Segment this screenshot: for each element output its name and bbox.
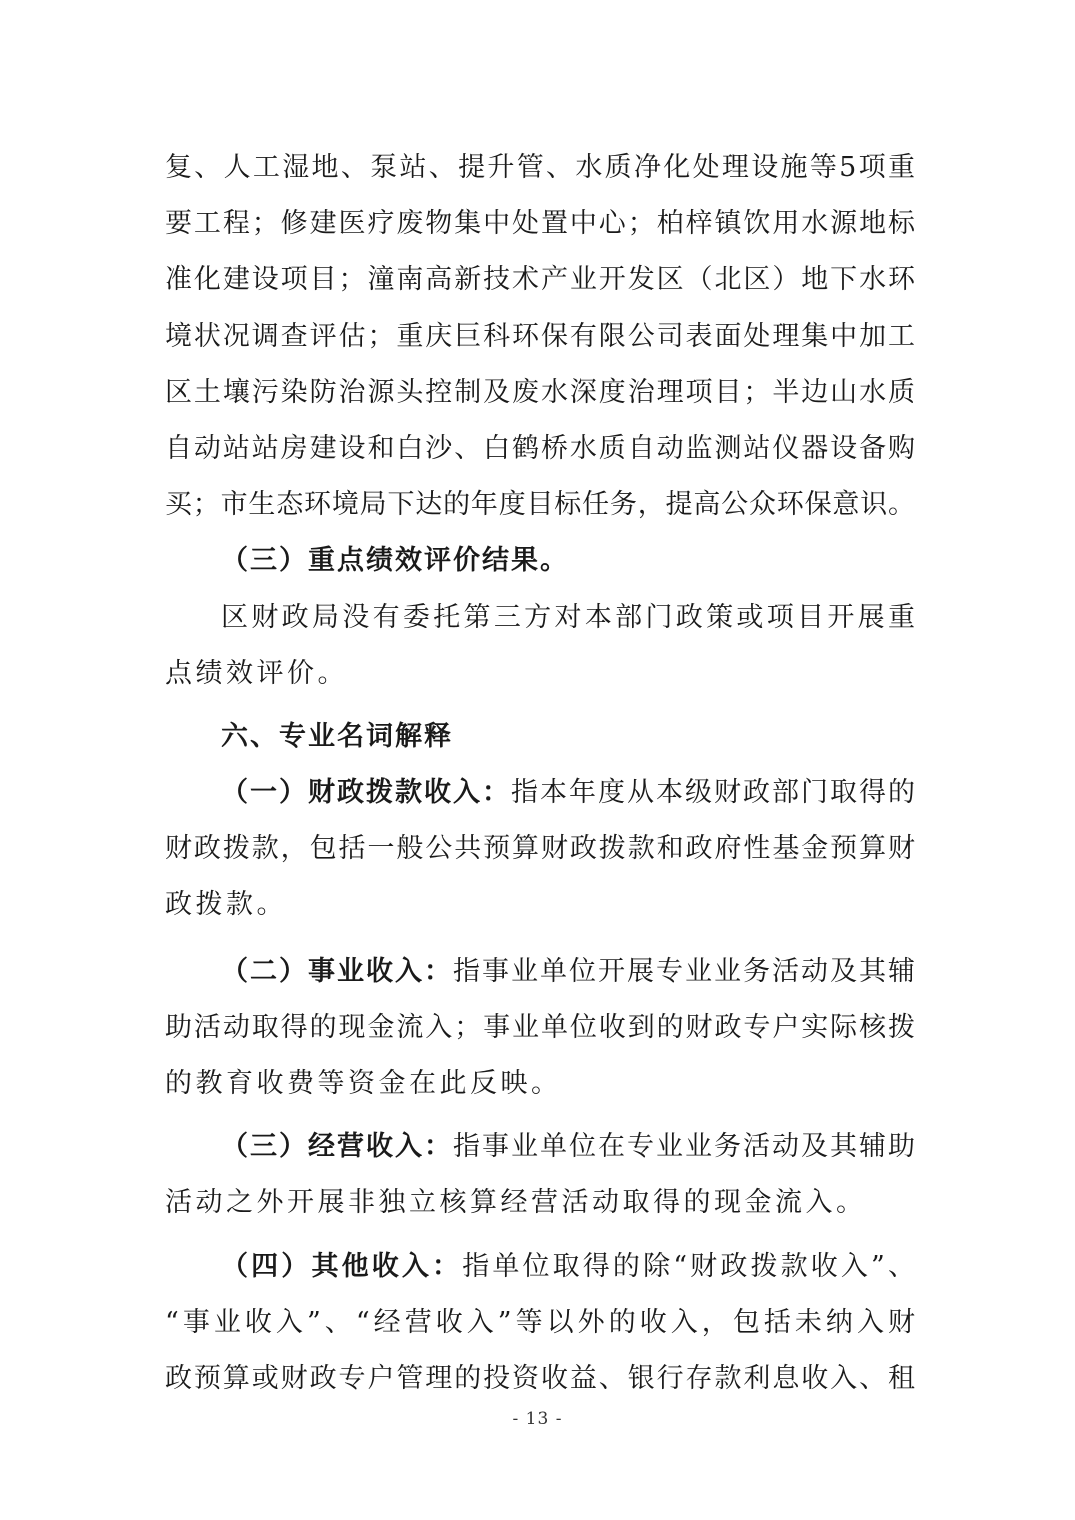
term-first-line bbox=[165, 1119, 915, 1175]
page-number: - 13 - bbox=[512, 1409, 563, 1429]
section-heading-performance-results: （三）重点绩效评价结果。 bbox=[221, 545, 569, 577]
text-line: “事业收入”、“经营收入”等以外的收入，包括未纳入财 bbox=[165, 1306, 915, 1338]
text-line: 要工程；修建医疗废物集中处置中心；柏梓镇饮用水源地标 bbox=[165, 208, 915, 240]
text-line: 助活动取得的现金流入；事业单位收到的财政专户实际核拨 bbox=[165, 1011, 915, 1043]
text-line: 政拨款。 bbox=[165, 889, 287, 921]
term-definition-start: 指本年度从本级财政部门取得的 bbox=[511, 777, 915, 809]
glossary-term-fiscal-appropriation bbox=[165, 765, 915, 934]
text-line: 准化建设项目；潼南高新技术产业开发区（北区）地下水环 bbox=[165, 264, 915, 296]
term-label: （二）事业收入： bbox=[221, 955, 453, 987]
term-label: （一）财政拨款收入： bbox=[221, 777, 511, 809]
text-line: 区土壤污染防治源头控制及废水深度治理项目；半边山水质 bbox=[165, 376, 915, 408]
text-line: 财政拨款，包括一般公共预算财政拨款和政府性基金预算财 bbox=[165, 833, 915, 865]
text-line: 复、人工湿地、泵站、提升管、水质净化处理设施等5项重 bbox=[165, 152, 915, 183]
text-line: 点绩效评价。 bbox=[165, 657, 348, 689]
document-body bbox=[165, 140, 915, 1407]
glossary-term-operating-income bbox=[165, 1119, 915, 1231]
glossary-term-other-income bbox=[165, 1239, 915, 1408]
text-line: 活动之外开展非独立核算经营活动取得的现金流入。 bbox=[165, 1187, 867, 1219]
text-line: 的教育收费等资金在此反映。 bbox=[165, 1068, 562, 1099]
term-label: （四）其他收入： bbox=[221, 1250, 463, 1282]
paragraph-projects bbox=[165, 140, 915, 533]
term-first-line bbox=[165, 944, 915, 1000]
text-line: 政预算或财政专户管理的投资收益、银行存款利息收入、租 bbox=[165, 1362, 915, 1394]
text-line: 区财政局没有委托第三方对本部门政策或项目开展重 bbox=[221, 601, 915, 633]
paragraph-evaluation bbox=[165, 590, 915, 702]
term-definition-start: 指事业单位开展专业业务活动及其辅 bbox=[453, 955, 915, 987]
glossary-term-business-income bbox=[165, 944, 915, 1113]
term-label: （三）经营收入： bbox=[221, 1131, 453, 1163]
term-definition-start: 指单位取得的除“财政拨款收入”、 bbox=[462, 1250, 916, 1282]
term-first-line bbox=[165, 765, 915, 821]
section-heading-glossary: 六、专业名词解释 bbox=[221, 720, 453, 752]
term-definition-start: 指事业单位在专业业务活动及其辅助 bbox=[453, 1131, 915, 1163]
text-line: 境状况调查评估；重庆巨科环保有限公司表面处理集中加工 bbox=[165, 320, 915, 352]
text-line: 自动站站房建设和白沙、白鹤桥水质自动监测站仪器设备购 bbox=[165, 432, 915, 464]
term-first-line bbox=[165, 1239, 915, 1295]
text-line: 买；市生态环境局下达的年度目标任务，提高公众环保意识。 bbox=[165, 489, 915, 521]
